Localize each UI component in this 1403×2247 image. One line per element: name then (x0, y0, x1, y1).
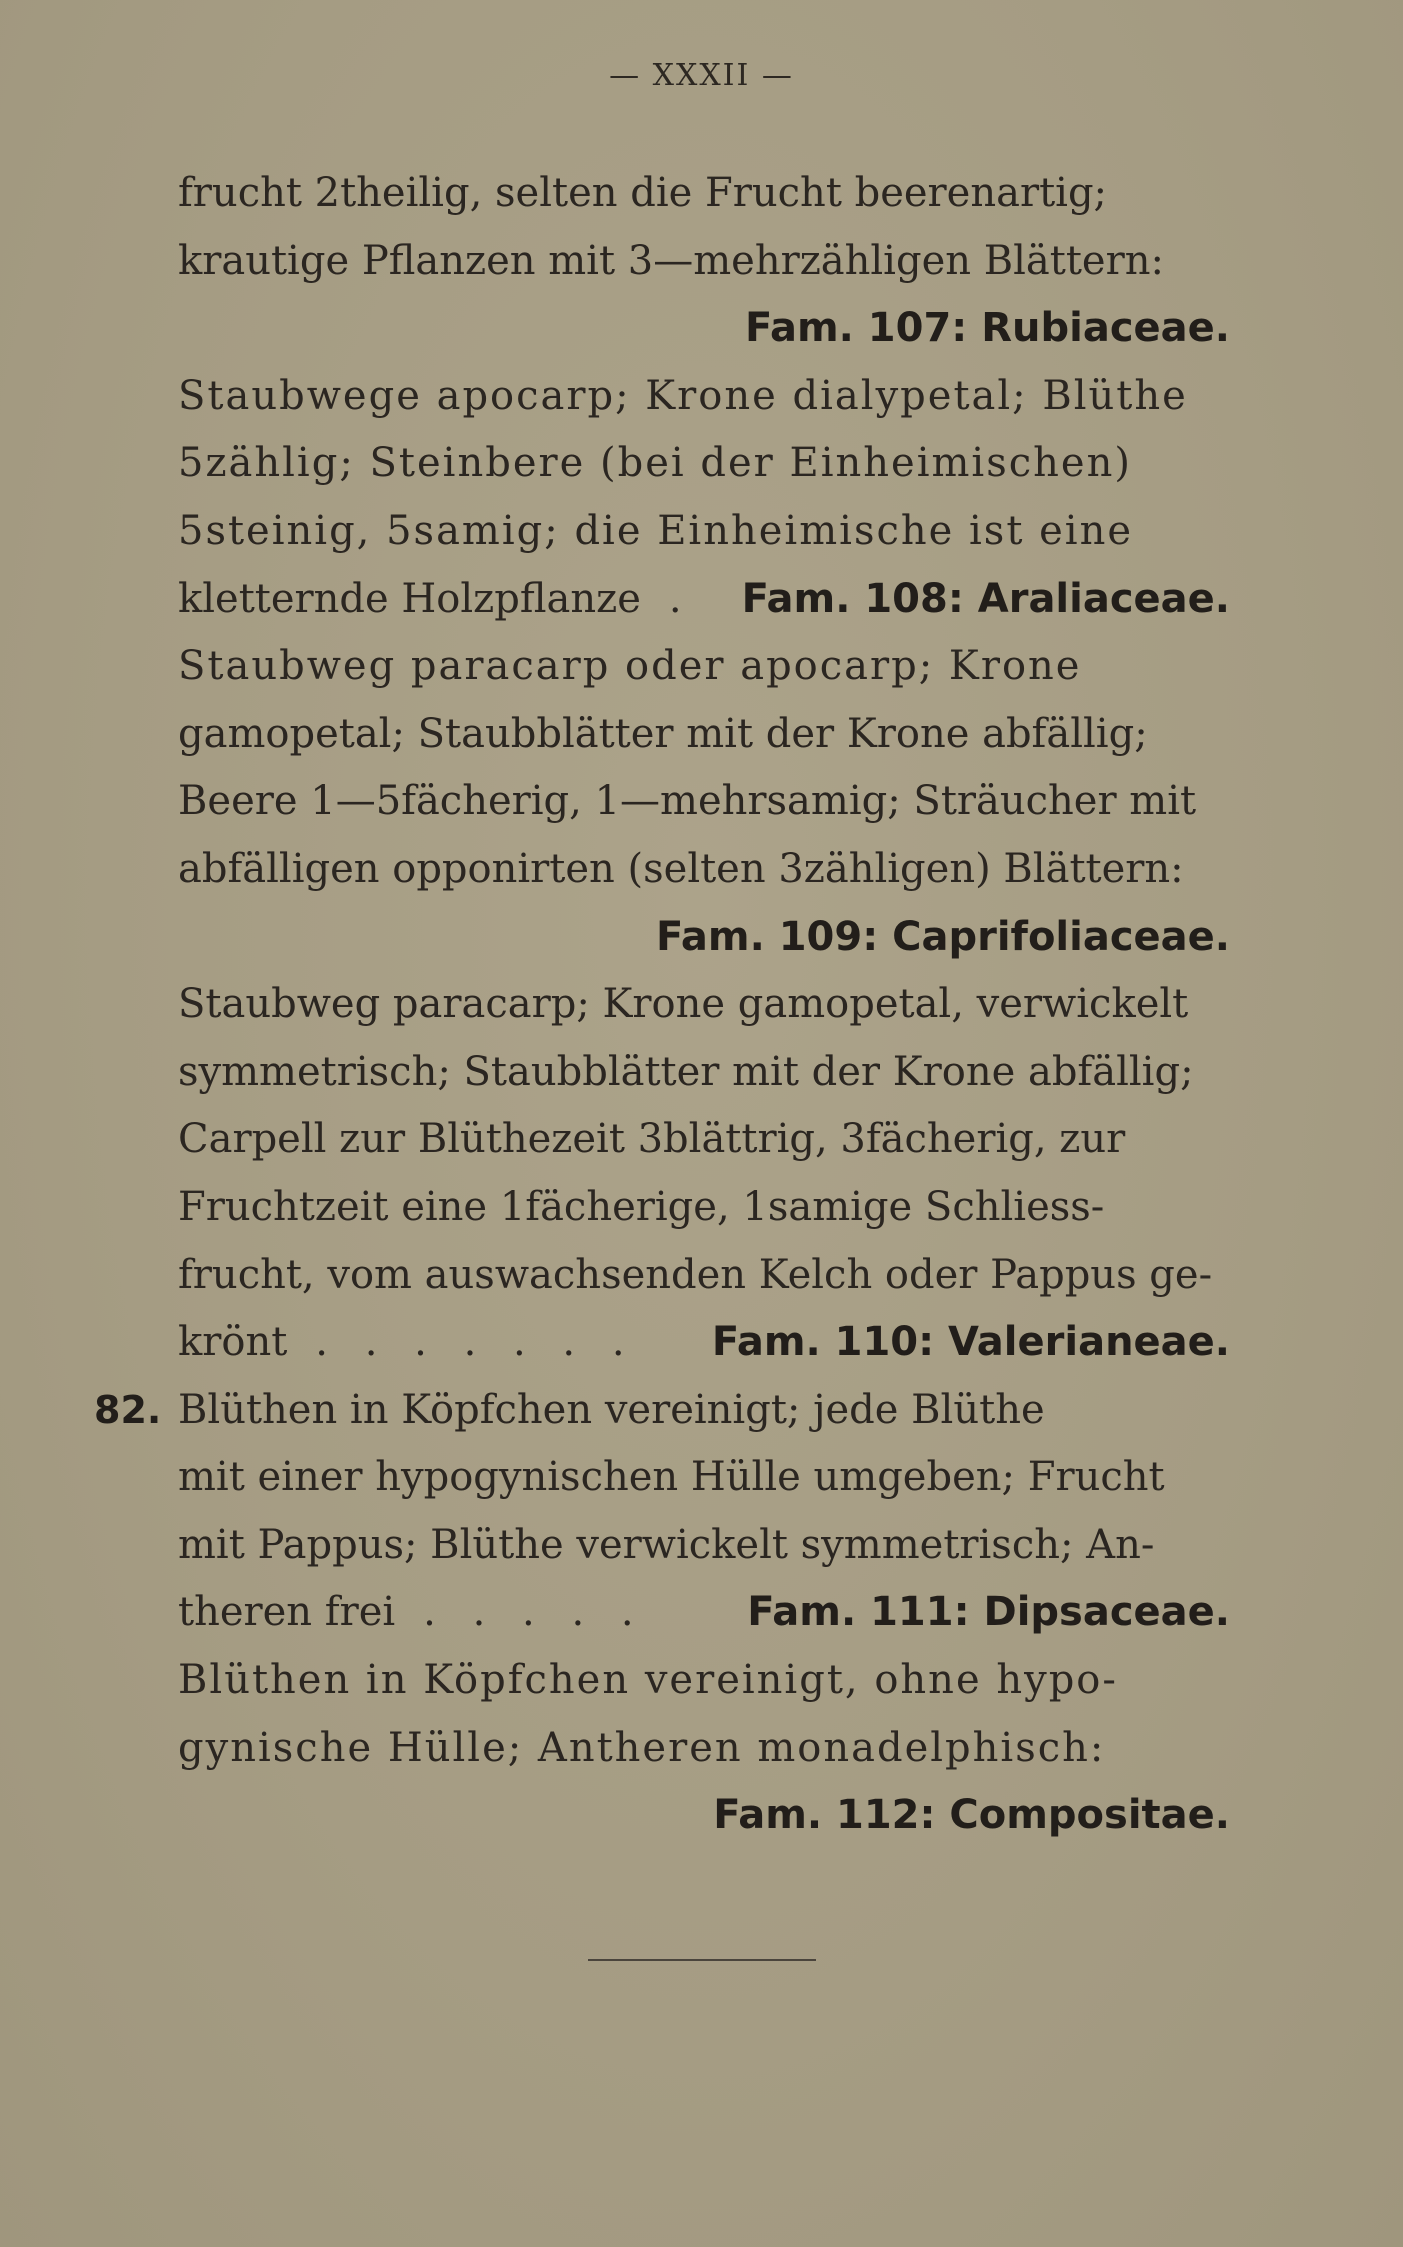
family-name: Fam. 108: Araliaceae. (741, 575, 1230, 622)
line-text: mit einer hypogynischen Hülle umgeben; Frucht (178, 1454, 1165, 1501)
line-text: Blüthen in Köpfchen vereinigt, ohne hypo- (178, 1657, 1118, 1704)
text-line (178, 633, 1230, 701)
family-name: Fam. 112: Compositae. (713, 1792, 1230, 1839)
text-line (178, 1242, 1230, 1310)
line-text: Blüthen in Köpfchen vereinigt; jede Blüthe (178, 1386, 1045, 1433)
text-line (178, 768, 1230, 836)
text-line (178, 228, 1230, 296)
end-rule (588, 1959, 816, 1961)
text-line (178, 160, 1230, 228)
line-text: krautige Pflanzen mit 3—mehrzähligen Blättern: (178, 237, 1164, 284)
text-line (178, 1647, 1230, 1715)
line-text: kletternde Holzpflanze (178, 575, 641, 622)
line-text: 5zählig; Steinbere (bei der Einheimischen) (178, 440, 1132, 487)
line-text: frucht 2theilig, selten die Frucht beerenartig; (178, 170, 1108, 216)
text-line (178, 430, 1230, 498)
text-line (178, 1444, 1230, 1512)
leader-dots: . . . . . . . (315, 1319, 637, 1366)
line-lead (178, 1309, 637, 1377)
key-number: 82. (94, 1387, 162, 1432)
line-lead (178, 566, 694, 634)
line-lead (178, 1579, 646, 1647)
text-line (178, 1579, 1230, 1647)
text-line (178, 836, 1230, 904)
family-name: Fam. 109: Caprifoliaceae. (655, 913, 1230, 960)
family-line (178, 1782, 1230, 1850)
line-text: Beere 1—5fächerig, 1—mehrsamig; Sträucher mit (178, 778, 1197, 825)
text-line (178, 1512, 1230, 1580)
line-text: gamopetal; Staubblätter mit der Krone abfällig; (178, 710, 1148, 757)
line-text: Staubweg paracarp oder apocarp; Krone (178, 643, 1082, 690)
line-text: 5steinig, 5samig; die Einheimische ist eine (178, 507, 1134, 554)
family-line (178, 295, 1230, 363)
line-text: Carpell zur Blüthezeit 3blättrig, 3fächerig, zur (178, 1116, 1126, 1163)
leader-dots: . . . . . (423, 1589, 646, 1636)
line-text: abfälligen opponirten (selten 3zähligen) Blättern: (178, 845, 1184, 892)
family-name: Fam. 107: Rubiaceae. (745, 305, 1230, 352)
text-line (178, 701, 1230, 769)
page-number: — XXXII — (609, 58, 794, 93)
family-name: Fam. 111: Dipsaceae. (747, 1589, 1230, 1636)
text-line (178, 1309, 1230, 1377)
line-text: symmetrisch; Staubblätter mit der Krone abfällig; (178, 1048, 1194, 1095)
text-line (178, 971, 1230, 1039)
text-line (178, 566, 1230, 634)
text-line (178, 363, 1230, 431)
text-line (178, 498, 1230, 566)
line-text: frucht, vom auswachsenden Kelch oder Pappus ge- (178, 1251, 1213, 1298)
line-text: krönt (178, 1319, 288, 1366)
line-text: Staubwege apocarp; Krone dialypetal; Blüthe (178, 372, 1188, 419)
line-text: Fruchtzeit eine 1fächerige, 1samige Schliess- (178, 1183, 1105, 1230)
text-line (178, 1715, 1230, 1783)
text-line (178, 1174, 1230, 1242)
leader-dots: . (668, 575, 694, 622)
text-line (178, 1106, 1230, 1174)
key-text-block (94, 160, 1230, 1850)
family-line (178, 904, 1230, 972)
line-text: gynische Hülle; Antheren monadelphisch: (178, 1724, 1106, 1771)
family-name: Fam. 110: Valerianeae. (711, 1319, 1230, 1366)
text-line (94, 1377, 1230, 1445)
line-text: Staubweg paracarp; Krone gamopetal, verwickelt (178, 981, 1189, 1028)
line-text: mit Pappus; Blüthe verwickelt symmetrisch; An- (178, 1521, 1155, 1568)
line-text: theren frei (178, 1589, 396, 1636)
text-line (178, 1039, 1230, 1107)
